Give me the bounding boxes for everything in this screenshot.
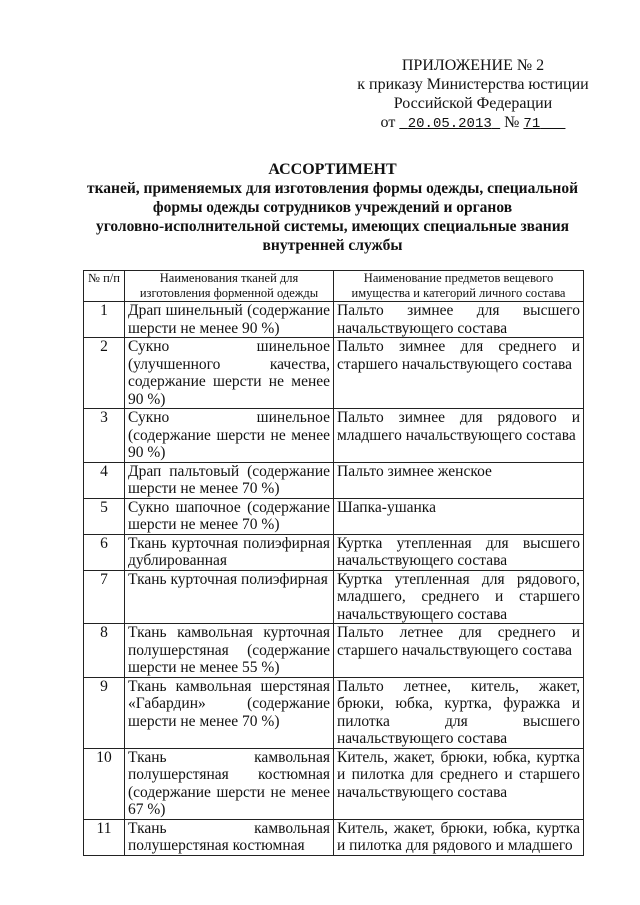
document-subtitle-line: тканей, применяемых для изготовления формы одежды, специальной <box>86 180 579 197</box>
table-row <box>84 819 584 855</box>
fabric-name: Сукно шапочное (содержание шерсти не менее 70 %) <box>125 498 334 534</box>
table-row <box>84 338 584 409</box>
table-row <box>84 748 584 819</box>
document-subtitle-line: внутренней службы <box>262 237 403 254</box>
order-number-value: 71 <box>523 116 541 132</box>
items-description: Пальто зимнее для рядового и младшего начальствующего состава <box>334 409 584 463</box>
appendix-title: ПРИЛОЖЕНИЕ № 2 <box>401 57 545 74</box>
items-description: Пальто летнее для среднего и старшего начальствующего состава <box>334 624 584 678</box>
row-number: 5 <box>84 498 125 534</box>
row-number: 6 <box>84 534 125 570</box>
table-row <box>84 624 584 678</box>
row-number: 10 <box>84 748 125 819</box>
fabric-name: Ткань камвольная полушерстяная костюмная <box>125 819 334 855</box>
items-description: Шапка-ушанка <box>334 498 584 534</box>
items-description: Китель, жакет, брюки, юбка, куртка и пилотка для рядового и младшего <box>334 819 584 855</box>
fabric-name: Ткань камвольная полушерстяная костюмная (содержание шерсти не менее 67 %) <box>125 748 334 819</box>
table-row <box>84 534 584 570</box>
header-items: Наименование предметов вещевого имущества и категорий личного состава <box>334 271 584 302</box>
items-description: Пальто летнее, китель, жакет, брюки, юбка, куртка, фуражка и пилотка для высшего начальствующего состава <box>334 677 584 748</box>
row-number: 9 <box>84 677 125 748</box>
row-number: 3 <box>84 409 125 463</box>
row-number: 2 <box>84 338 125 409</box>
fabric-name: Драп шинельный (содержание шерсти не менее 90 %) <box>125 302 334 338</box>
table-row <box>84 498 584 534</box>
header-number: № п/п <box>84 271 125 302</box>
row-number: 11 <box>84 819 125 855</box>
items-description: Китель, жакет, брюки, юбка, куртка и пилотка для среднего и старшего начальствующего состава <box>334 748 584 819</box>
row-number: 1 <box>84 302 125 338</box>
items-description: Пальто зимнее женское <box>334 462 584 498</box>
row-number: 7 <box>84 570 125 624</box>
row-number: 8 <box>84 624 125 678</box>
document-subtitle-line: формы одежды сотрудников учреждений и органов <box>152 199 513 216</box>
fabric-assortment-table <box>83 270 584 856</box>
items-description: Куртка утепленная для высшего начальствующего состава <box>334 534 584 570</box>
document-subtitle-line: уголовно-исполнительной системы, имеющих специальные звания <box>95 218 570 235</box>
table-row <box>84 409 584 463</box>
table-row <box>84 677 584 748</box>
order-number <box>523 116 565 132</box>
document-title-block <box>80 160 585 255</box>
table-row <box>84 462 584 498</box>
header-fabric: Наименования тканей для изготовления форменной одежды <box>125 271 334 302</box>
appendix-header <box>348 56 598 134</box>
table-row <box>84 302 584 338</box>
items-description: Куртка утепленная для рядового, младшего, среднего и старшего начальствующего состава <box>334 570 584 624</box>
fabric-name: Ткань курточная полиэфирная дублированная <box>125 534 334 570</box>
fabric-name: Ткань камвольная курточная полушерстяная (содержание шерсти не менее 55 %) <box>125 624 334 678</box>
fabric-name: Ткань курточная полиэфирная <box>125 570 334 624</box>
fabric-name: Сукно шинельное (улучшенного качества, содержание шерсти не менее 90 %) <box>125 338 334 409</box>
appendix-order-ref: к приказу Министерства юстиции <box>357 76 589 93</box>
number-prefix: № <box>504 114 520 131</box>
order-date-value: 20.05.2013 <box>407 116 492 132</box>
order-date <box>399 116 500 132</box>
appendix-date-line <box>348 113 598 134</box>
items-description: Пальто зимнее для среднего и старшего начальствующего состава <box>334 338 584 409</box>
fabric-name: Ткань камвольная шерстяная «Габардин» (содержание шерсти не менее 70 %) <box>125 677 334 748</box>
row-number: 4 <box>84 462 125 498</box>
document-title: АССОРТИМЕНТ <box>268 161 397 178</box>
appendix-ministry: Российской Федерации <box>393 95 553 112</box>
table-header-row <box>84 271 584 302</box>
date-prefix: от <box>380 114 396 131</box>
items-description: Пальто зимнее для высшего начальствующего состава <box>334 302 584 338</box>
table-row <box>84 570 584 624</box>
fabric-name: Драп пальтовый (содержание шерсти не менее 70 %) <box>125 462 334 498</box>
fabric-name: Сукно шинельное (содержание шерсти не менее 90 %) <box>125 409 334 463</box>
